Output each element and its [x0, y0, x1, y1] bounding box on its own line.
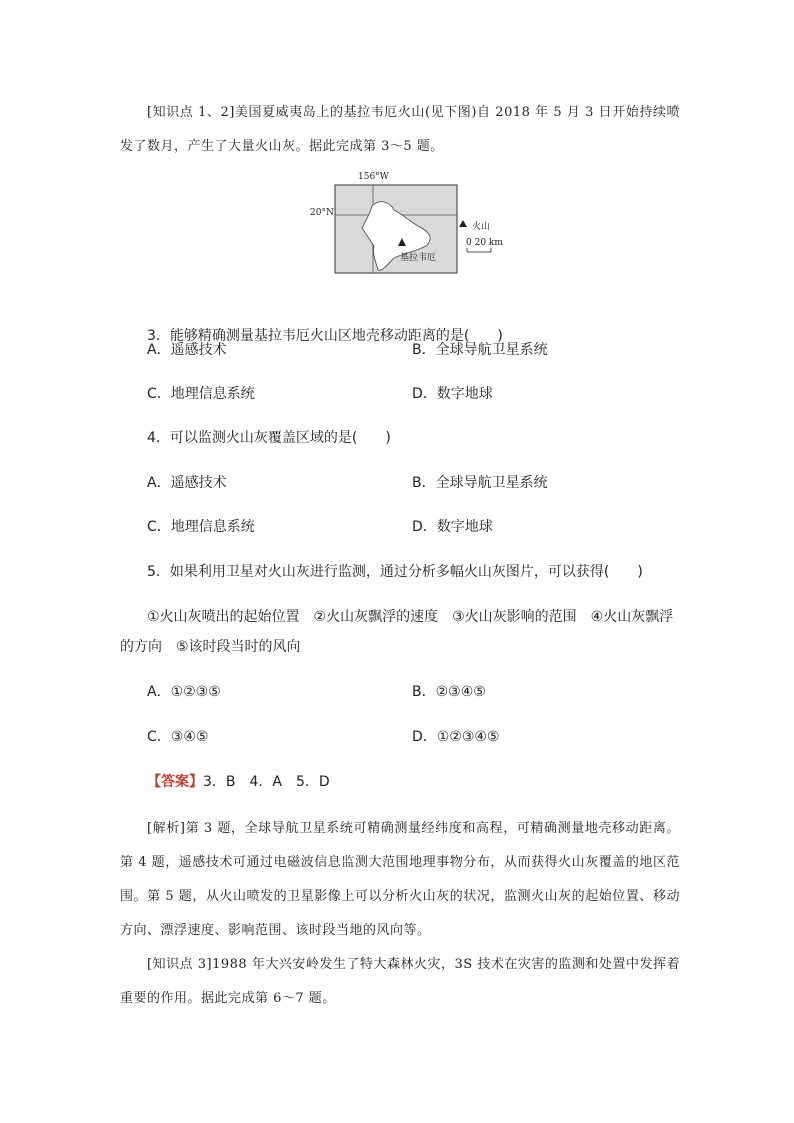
q3-option-b [412, 340, 548, 360]
q3-option-b-text: B．全球导航卫星系统 [412, 342, 548, 358]
q4-option-a [147, 473, 227, 493]
q5-option-b-text: B．②③④⑤ [412, 684, 486, 700]
q5-option-c [147, 727, 208, 747]
volcano-map [310, 170, 510, 280]
q3-option-c [147, 384, 255, 404]
q4-option-c [147, 517, 255, 537]
longitude-label: 156°W [358, 172, 389, 182]
q5-option-c-text: C．③④⑤ [147, 729, 209, 745]
q4-option-d [412, 517, 493, 537]
q4-option-c-text: C．地理信息系统 [147, 519, 255, 535]
q5-option-a-text: A．①②③⑤ [147, 684, 221, 700]
answer-tag: 【答案】 [147, 774, 203, 790]
intro-paragraph-1: [知识点 1、2]美国夏威夷岛上的基拉韦厄火山(见下图)自 2018 年 5 月 3 日开始持续喷发了数月，产生了大量火山灰。据此完成第 3～5 题。 [120, 105, 680, 154]
question-3-stem: 3．能够精确测量基拉韦厄火山区地壳移动距离的是( ) [147, 328, 503, 344]
scale-label: 0 20 km [466, 238, 503, 248]
q3-option-d-text: D．数字地球 [412, 386, 493, 402]
q3-option-d [412, 384, 493, 404]
intro-paragraph-2: [知识点 3]1988 年大兴安岭发生了特大森林火灾，3S 技术在灾害的监测和处置中发挥着重要的作用。据此完成第 6～7 题。 [120, 957, 680, 1006]
q4-option-a-text: A．遥感技术 [147, 475, 227, 491]
q3-option-a-text: A．遥感技术 [147, 342, 227, 358]
question-4-stem: 4．可以监测火山灰覆盖区域的是( ) [147, 430, 391, 446]
q3-option-a [147, 340, 227, 360]
question-5-stem: 5．如果利用卫星对火山灰进行监测，通过分析多幅火山灰图片，可以获得( ) [147, 564, 643, 580]
q5-option-b [412, 682, 486, 702]
q4-option-b-text: B．全球导航卫星系统 [412, 475, 548, 491]
latitude-label: 20°N [310, 208, 334, 218]
q5-option-a [147, 682, 221, 702]
q4-option-d-text: D．数字地球 [412, 519, 493, 535]
legend-volcano-icon [459, 220, 467, 227]
answer-text: 3．B 4．A 5．D [203, 774, 330, 790]
q5-option-d [412, 727, 500, 747]
question-5-statements: ①火山灰喷出的起始位置 ②火山灰飘浮的速度 ③火山灰影响的范围 ④火山灰飘浮的方向 ⑤该时段当时的风向 [120, 609, 674, 655]
q3-option-c-text: C．地理信息系统 [147, 386, 255, 402]
analysis-paragraph: [解析]第 3 题，全球导航卫星系统可精确测量经纬度和高程，可精确测量地壳移动距离。第 4 题，遥感技术可通过电磁波信息监测大范围地理事物分布，从而获得火山灰覆盖的地区范围。第 5 题，从火山喷发的卫星影像上可以分析火山灰的状况，监测火山灰的起始位置、移动方向、漂浮速度、影响范围、该时段当地的风向等。 [120, 821, 680, 938]
place-label: 基拉韦厄 [400, 253, 437, 263]
answer-line [147, 772, 330, 792]
q5-option-d-text: D．①②③④⑤ [412, 729, 500, 745]
legend-volcano-label: 火山 [472, 222, 491, 232]
q4-option-b [412, 473, 548, 493]
